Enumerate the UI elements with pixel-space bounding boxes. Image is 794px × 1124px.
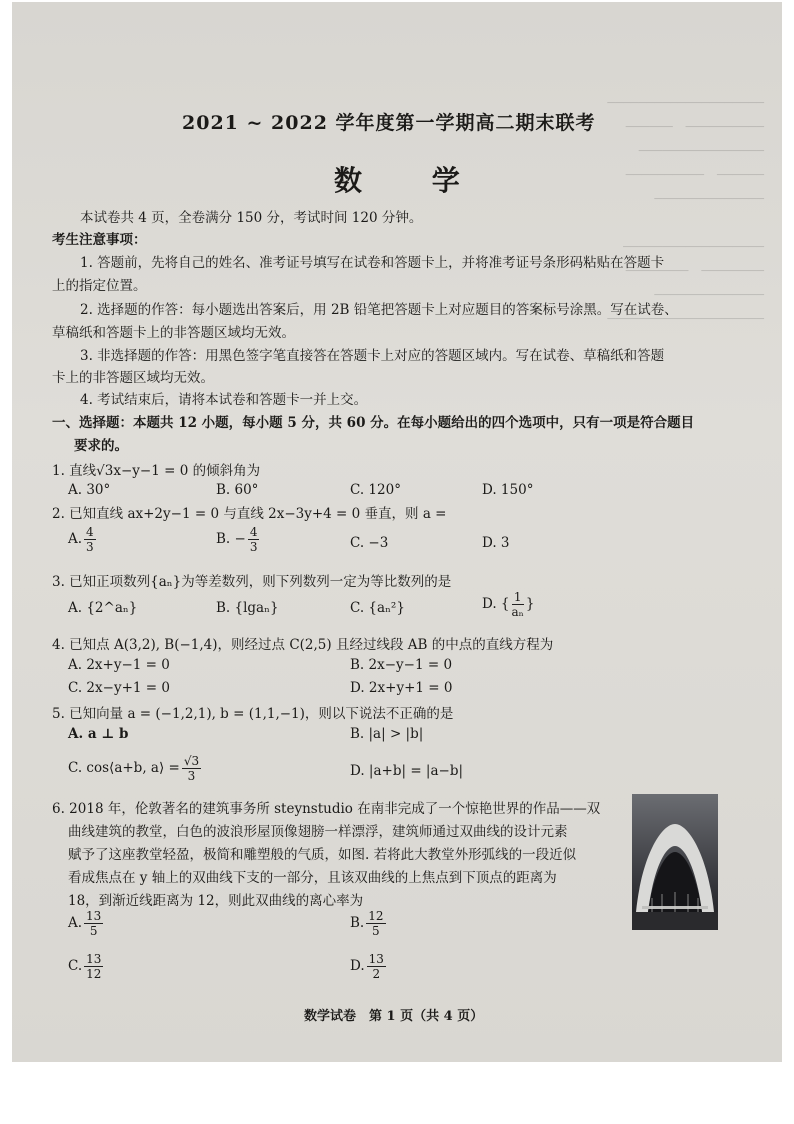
fraction-denominator: 3 xyxy=(187,769,196,783)
question-1-option-d: D. 150° xyxy=(482,482,534,498)
section-heading: 一、选择题：本题共 12 小题，每小题 5 分，共 60 分。在每小题给出的四个选项中，只有一项是符合题目 xyxy=(52,415,695,431)
question-4-option-a: A. 2x+y−1 = 0 xyxy=(68,657,170,673)
question-6-option-c xyxy=(68,952,105,981)
fraction xyxy=(512,590,524,619)
fraction xyxy=(182,754,201,783)
notice-item-4: 4. 考试结束后，请将本试卷和答题卡一并上交。 xyxy=(80,392,368,408)
church-illustration xyxy=(632,794,718,930)
fraction xyxy=(84,952,103,981)
fraction xyxy=(84,525,96,554)
question-6-option-a xyxy=(68,909,105,938)
question-1-option-c: C. 120° xyxy=(350,482,401,498)
fraction-numerator: 4 xyxy=(249,525,258,539)
question-1-stem: 1. 直线√3x−y−1 = 0 的倾斜角为 xyxy=(52,463,261,479)
notice-item-3: 3. 非选择题的作答：用黑色签字笔直接答在答题卡上对应的答题区域内。写在试卷、草稿纸和答题 xyxy=(80,348,665,364)
option-label: C. xyxy=(68,958,83,974)
option-label: B. xyxy=(350,915,365,931)
question-5-option-a: A. a ⊥ b xyxy=(68,726,129,742)
option-label: A. xyxy=(68,531,83,547)
fraction xyxy=(84,909,103,938)
question-3-option-a: A. {2^aₙ} xyxy=(68,600,138,616)
fraction xyxy=(248,525,260,554)
question-6-line-2: 曲线建筑的教堂，白色的波浪形屋顶像翅膀一样漂浮，建筑师通过双曲线的设计元素 xyxy=(68,824,568,840)
question-6-line-4: 看成焦点在 y 轴上的双曲线下支的一部分，且该双曲线的上焦点到下顶点的距离为 xyxy=(68,870,557,886)
notice-item-2-cont: 草稿纸和答题卡上的非答题区域均无效。 xyxy=(52,325,295,341)
hyperbolic-church-photo xyxy=(632,794,718,930)
fraction-numerator: 4 xyxy=(86,525,94,539)
notice-heading: 考生注意事项： xyxy=(52,232,147,248)
question-2-option-a xyxy=(68,525,98,554)
fraction-numerator: 13 xyxy=(368,952,384,966)
question-4-option-d: D. 2x+y+1 = 0 xyxy=(350,680,453,696)
bleed-through-texture: ──────────────────── ────────── ────── ──────────────── ────── ────────── ────────────── ────────────────── ──────── ──────── ────────────── ──────────────────── xyxy=(607,96,764,327)
exam-paper xyxy=(12,2,782,1062)
intro-text: 本试卷共 4 页，全卷满分 150 分，考试时间 120 分钟。 xyxy=(80,210,423,226)
notice-item-1: 1. 答题前，先将自己的姓名、准考证号填写在试卷和答题卡上，并将准考证号条形码粘贴在答题卡 xyxy=(80,255,665,271)
fraction-numerator: 13 xyxy=(86,952,102,966)
page-footer: 数学试卷 第 1 页（共 4 页） xyxy=(304,1009,484,1024)
question-2-option-d: D. 3 xyxy=(482,535,510,551)
notice-item-1-cont: 上的指定位置。 xyxy=(52,278,147,294)
fraction-numerator: 1 xyxy=(513,590,522,604)
question-3-stem: 3. 已知正项数列{aₙ}为等差数列，则下列数列一定为等比数列的是 xyxy=(52,574,452,590)
question-1-option-b: B. 60° xyxy=(216,482,259,498)
exam-title: 2021 ~ 2022 学年度第一学期高二期末联考 xyxy=(182,112,596,134)
fraction xyxy=(367,952,386,981)
fraction-numerator: 12 xyxy=(368,909,384,923)
question-6-line-5: 18，到渐近线距离为 12，则此双曲线的离心率为 xyxy=(68,893,364,909)
question-6-line-1: 6. 2018 年，伦敦著名的建筑事务所 steynstudio 在南非完成了一个惊艳世界的作品——双 xyxy=(52,801,601,817)
question-2-option-b xyxy=(216,525,261,554)
question-4-option-c: C. 2x−y+1 = 0 xyxy=(68,680,170,696)
fraction-numerator: 13 xyxy=(86,909,102,923)
question-2-stem: 2. 已知直线 ax+2y−1 = 0 与直线 2x−3y+4 = 0 垂直，则 a = xyxy=(52,506,447,522)
question-5-option-c xyxy=(68,754,203,783)
question-3-option-b: B. {lgaₙ} xyxy=(216,600,279,616)
question-4-stem: 4. 已知点 A(3,2), B(−1,4)，则经过点 C(2,5) 且经过线段 AB 的中点的直线方程为 xyxy=(52,637,554,653)
question-2-option-c: C. −3 xyxy=(350,535,389,551)
fraction-denominator: 12 xyxy=(86,967,102,981)
question-3-option-d: D. { $\frac{1}{\text{aₙ}}$ } xyxy=(482,590,535,619)
question-3-option-c: C. {aₙ²} xyxy=(350,600,405,616)
question-5-option-d: D. |a+b| = |a−b| xyxy=(350,763,464,779)
fraction-denominator: 5 xyxy=(372,924,380,938)
question-1-option-a: A. 30° xyxy=(68,482,111,498)
fraction-denominator: 3 xyxy=(249,540,258,554)
fraction-denominator: aₙ xyxy=(511,605,524,619)
fraction-denominator: 2 xyxy=(372,967,381,981)
notice-item-3-cont: 卡上的非答题区域均无效。 xyxy=(52,370,214,386)
question-4-option-b: B. 2x−y−1 = 0 xyxy=(350,657,453,673)
subject-title: 数 学 xyxy=(334,164,490,197)
option-label: D. xyxy=(482,596,497,612)
fraction-numerator: √3 xyxy=(183,754,200,768)
question-5-stem: 5. 已知向量 a = (−1,2,1), b = (1,1,−1)，则以下说法不正确的是 xyxy=(52,706,454,722)
option-label: D. xyxy=(350,958,365,974)
question-5-option-b: B. |a| > |b| xyxy=(350,726,424,742)
question-6-option-d xyxy=(350,952,388,981)
question-6-line-3: 赋予了这座教堂轻盈，极简和雕塑般的气质，如图. 若将此大教堂外形弧线的一段近似 xyxy=(68,847,577,863)
option-label: B. − xyxy=(216,531,246,547)
option-label: A. xyxy=(68,915,83,931)
option-label: C. cos⟨a+b, a⟩ = xyxy=(68,760,180,776)
fraction-denominator: 5 xyxy=(89,924,98,938)
notice-item-2: 2. 选择题的作答：每小题选出答案后，用 2B 铅笔把答题卡上对应题目的答案标号涂黑。写在试卷、 xyxy=(80,302,678,318)
section-heading-cont: 要求的。 xyxy=(74,438,128,454)
question-6-option-b xyxy=(350,909,388,938)
fraction xyxy=(366,909,385,938)
fraction-denominator: 3 xyxy=(86,540,94,554)
